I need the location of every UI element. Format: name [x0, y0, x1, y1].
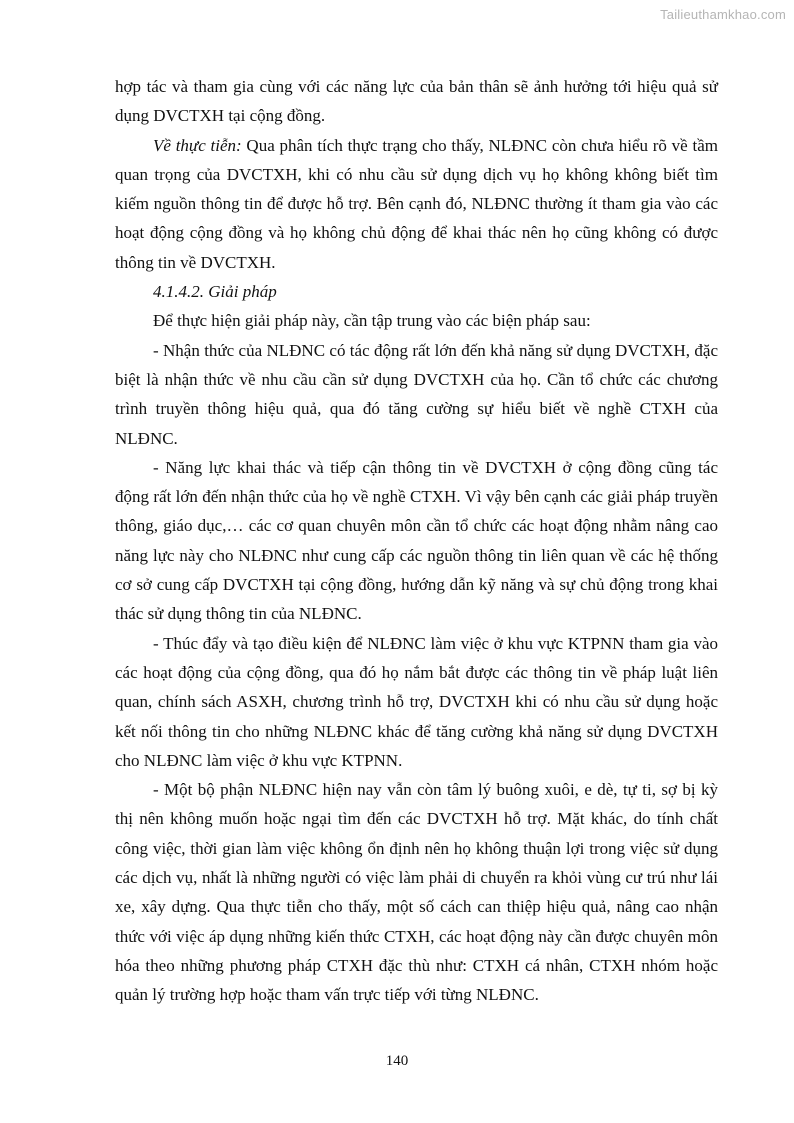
bullet-awareness: - Nhận thức của NLĐNC có tác động rất lớn đến khả năng sử dụng DVCTXH, đặc biệt là nhận thức về nhu cầu cần sử dụng DVCTXH của họ. Cần tổ chức các chương trình truyền thông hiệu quả, qua đó tăng cường sự hiểu biết về nghề CTXH của NLĐNC. [115, 340, 718, 448]
paragraph-continuation: hợp tác và tham gia cùng với các năng lực của bản thân sẽ ảnh hưởng tới hiệu quả sử dụng DVCTXH tại cộng đồng. [115, 77, 718, 126]
practice-label: Về thực tiễn: [153, 135, 242, 155]
bullet-psychology: - Một bộ phận NLĐNC hiện nay vẫn còn tâm lý buông xuôi, e dè, tự ti, sợ bị kỳ thị nên không muốn hoặc ngại tìm đến các DVCTXH hỗ trợ. Mặt khác, do tính chất công việc, thời gian làm việc không ổn định nên họ không thuận lợi trong việc sử dụng các dịch vụ, nhất là những người có việc làm phải di chuyển ra khỏi vùng cư trú như lái xe, xây dựng. Qua thực tiễn cho thấy, một số cách can thiệp hiệu quả, nâng cao nhận thức với việc áp dụng những kiến thức CTXH, các hoạt động này cần được chuyên môn hóa theo những phương pháp CTXH đặc thù như: CTXH cá nhân, CTXH nhóm hoặc quản lý trường hợp hoặc tham vấn trực tiếp với từng NLĐNC. [115, 780, 718, 1005]
practice-text: Qua phân tích thực trạng cho thấy, NLĐNC còn chưa hiểu rõ về tầm quan trọng của DVCTXH, khi có nhu cầu sử dụng dịch vụ họ không không biết tìm kiếm nguồn thông tin để được hỗ trợ. Bên cạnh đó, NLĐNC thường ít tham gia vào các hoạt động cộng đồng và họ không chủ động để khai thác nên họ cũng không có được thông tin về DVCTXH. [115, 135, 718, 272]
paragraph-intro: Để thực hiện giải pháp này, cần tập trung vào các biện pháp sau: [153, 311, 591, 331]
document-body [115, 72, 718, 1010]
paragraph-practice [115, 131, 718, 277]
bullet-information-access: - Năng lực khai thác và tiếp cận thông tin về DVCTXH ở cộng đồng cũng tác động rất lớn đến nhận thức của họ về nghề CTXH. Vì vậy bên cạnh các giải pháp truyền thông, giáo dục,… các cơ quan chuyên môn cần tổ chức các hoạt động nhằm nâng cao năng lực này cho NLĐNC như cung cấp các nguồn thông tin liên quan về các hệ thống cơ sở cung cấp DVCTXH tại cộng đồng, hướng dẫn kỹ năng và sự chủ động trong khai thác sử dụng thông tin của NLĐNC. [115, 457, 718, 624]
watermark: Tailieuthamkhao.com [660, 7, 786, 22]
page-number: 140 [385, 1053, 409, 1069]
section-heading: 4.1.4.2. Giải pháp [153, 282, 277, 302]
bullet-community-participation: - Thúc đẩy và tạo điều kiện để NLĐNC làm việc ở khu vực KTPNN tham gia vào các hoạt động của cộng đồng, qua đó họ nắm bắt được các thông tin về pháp luật liên quan, chính sách ASXH, chương trình hỗ trợ, DVCTXH khi có nhu cầu sử dụng hoặc kết nối thông tin cho những NLĐNC khác để tăng cường khả năng sử dụng DVCTXH cho NLĐNC làm việc ở khu vực KTPNN. [115, 633, 718, 770]
